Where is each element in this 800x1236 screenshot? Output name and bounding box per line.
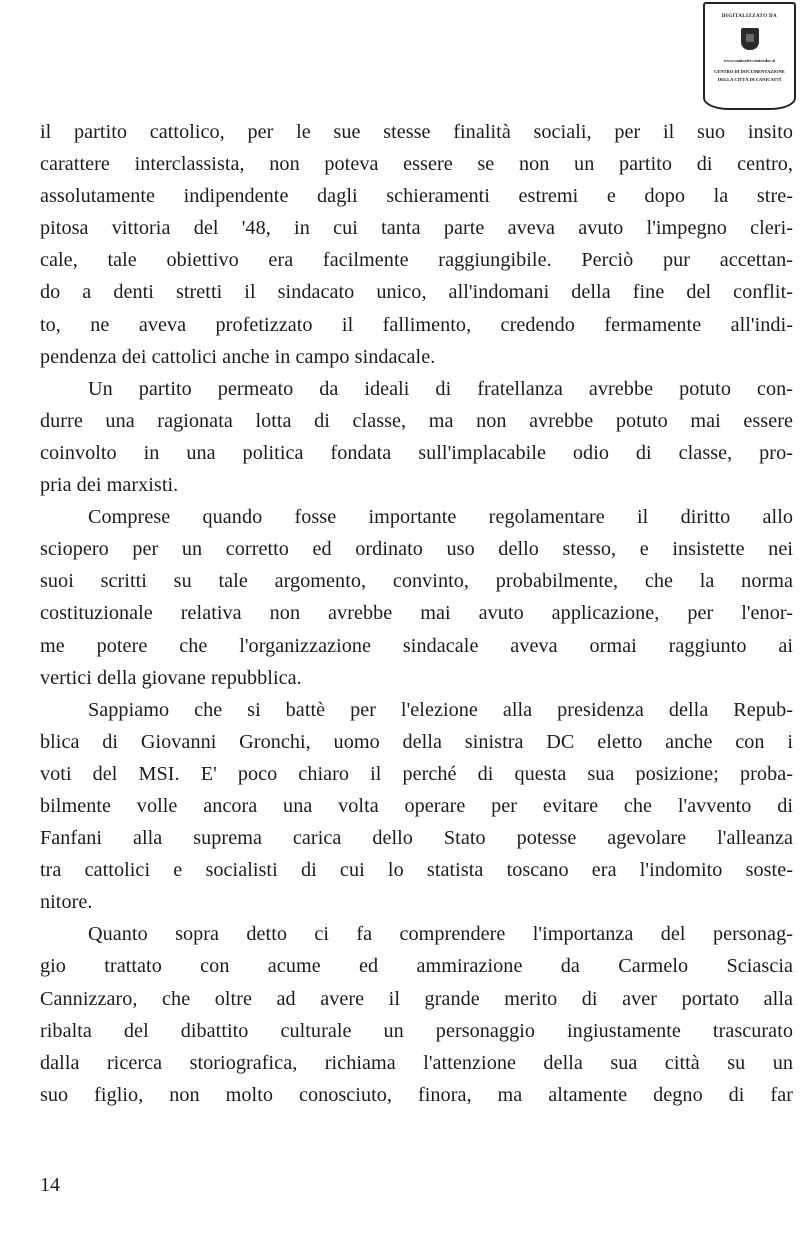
text-line: suoi scritti su tale argomento, convinto, probabilmente, che la norma [40, 570, 793, 593]
stamp-url: www.canicatti-centrodoc.it [723, 58, 776, 63]
text-line: pendenza dei cattolici anche in campo sindacale. [40, 345, 436, 368]
text-line: tra cattolici e socialisti di cui lo statista toscano era l'indomito soste- [40, 859, 793, 882]
page-number: 14 [40, 1174, 60, 1196]
text-line: vertici della giovane repubblica. [40, 666, 302, 689]
text-line: nitore. [40, 891, 93, 914]
text-line: assolutamente indipendente dagli schieramenti estremi e dopo la stre- [40, 185, 793, 208]
text-line: Sappiamo che si battè per l'elezione alla presidenza della Repub- [88, 698, 793, 721]
text-line: voti del MSI. E' poco chiaro il perché di questa sua posizione; proba- [40, 762, 793, 785]
stamp-title: DIGITALIZZATO DA [721, 14, 778, 19]
text-column [40, 116, 793, 1111]
text-line: me potere che l'organizzazione sindacale aveva ormai raggiunto ai [40, 634, 793, 657]
text-line: coinvolto in una politica fondata sull'implacabile odio di classe, pro- [40, 441, 793, 464]
text-line: dalla ricerca storiografica, richiama l'attenzione della sua città su un [40, 1051, 793, 1074]
text-line: ribalta del dibattito culturale un personaggio ingiustamente trascurato [40, 1019, 793, 1042]
coat-of-arms-icon [741, 28, 759, 50]
text-line: suo figlio, non molto conosciuto, finora, ma altamente degno di far [40, 1083, 793, 1106]
text-line: carattere interclassista, non poteva essere se non un partito di centro, [40, 153, 793, 176]
stamp-institution-line-2: DELLA CITTÀ DI CANICATTÌ [717, 77, 782, 82]
text-line: gio trattato con acume ed ammirazione da Carmelo Sciascia [40, 955, 793, 978]
digitization-stamp [703, 2, 796, 110]
paragraph [40, 116, 793, 373]
text-line: sciopero per un corretto ed ordinato uso dello stesso, e insistette nei [40, 538, 793, 561]
stamp-institution-line-1: CENTRO DI DOCUMENTAZIONE [714, 69, 785, 74]
text-line: pitosa vittoria del '48, in cui tanta parte aveva avuto l'impegno cleri- [40, 217, 793, 240]
text-line: cale, tale obiettivo era facilmente raggiungibile. Perciò pur accettan- [40, 249, 793, 272]
stamp-institution [705, 68, 794, 84]
text-line: to, ne aveva profetizzato il fallimento, credendo fermamente all'indi- [40, 313, 793, 336]
paragraph [40, 918, 793, 1111]
text-line: pria dei marxisti. [40, 474, 179, 497]
text-line: durre una ragionata lotta di classe, ma non avrebbe potuto mai essere [40, 409, 793, 432]
text-line: il partito cattolico, per le sue stesse finalità sociali, per il suo insito [40, 121, 793, 143]
text-line: Cannizzaro, che oltre ad avere il grande merito di aver portato alla [40, 987, 793, 1010]
text-line: do a denti stretti il sindacato unico, all'indomani della fine del conflit- [40, 281, 793, 304]
text-line: blica di Giovanni Gronchi, uomo della sinistra DC eletto anche con i [40, 730, 793, 753]
paragraph [40, 694, 793, 919]
text-line: Un partito permeato da ideali di fratellanza avrebbe potuto con- [88, 377, 793, 400]
text-line: Fanfani alla suprema carica dello Stato potesse agevolare l'alleanza [40, 827, 793, 850]
text-line: Quanto sopra detto ci fa comprendere l'importanza del personag- [88, 923, 793, 946]
text-line: costituzionale relativa non avrebbe mai avuto applicazione, per l'enor- [40, 602, 793, 625]
paragraph [40, 373, 793, 501]
text-line: bilmente volle ancora una volta operare per evitare che l'avvento di [40, 794, 793, 817]
text-line: Comprese quando fosse importante regolamentare il diritto allo [88, 506, 793, 529]
paragraph [40, 501, 793, 694]
